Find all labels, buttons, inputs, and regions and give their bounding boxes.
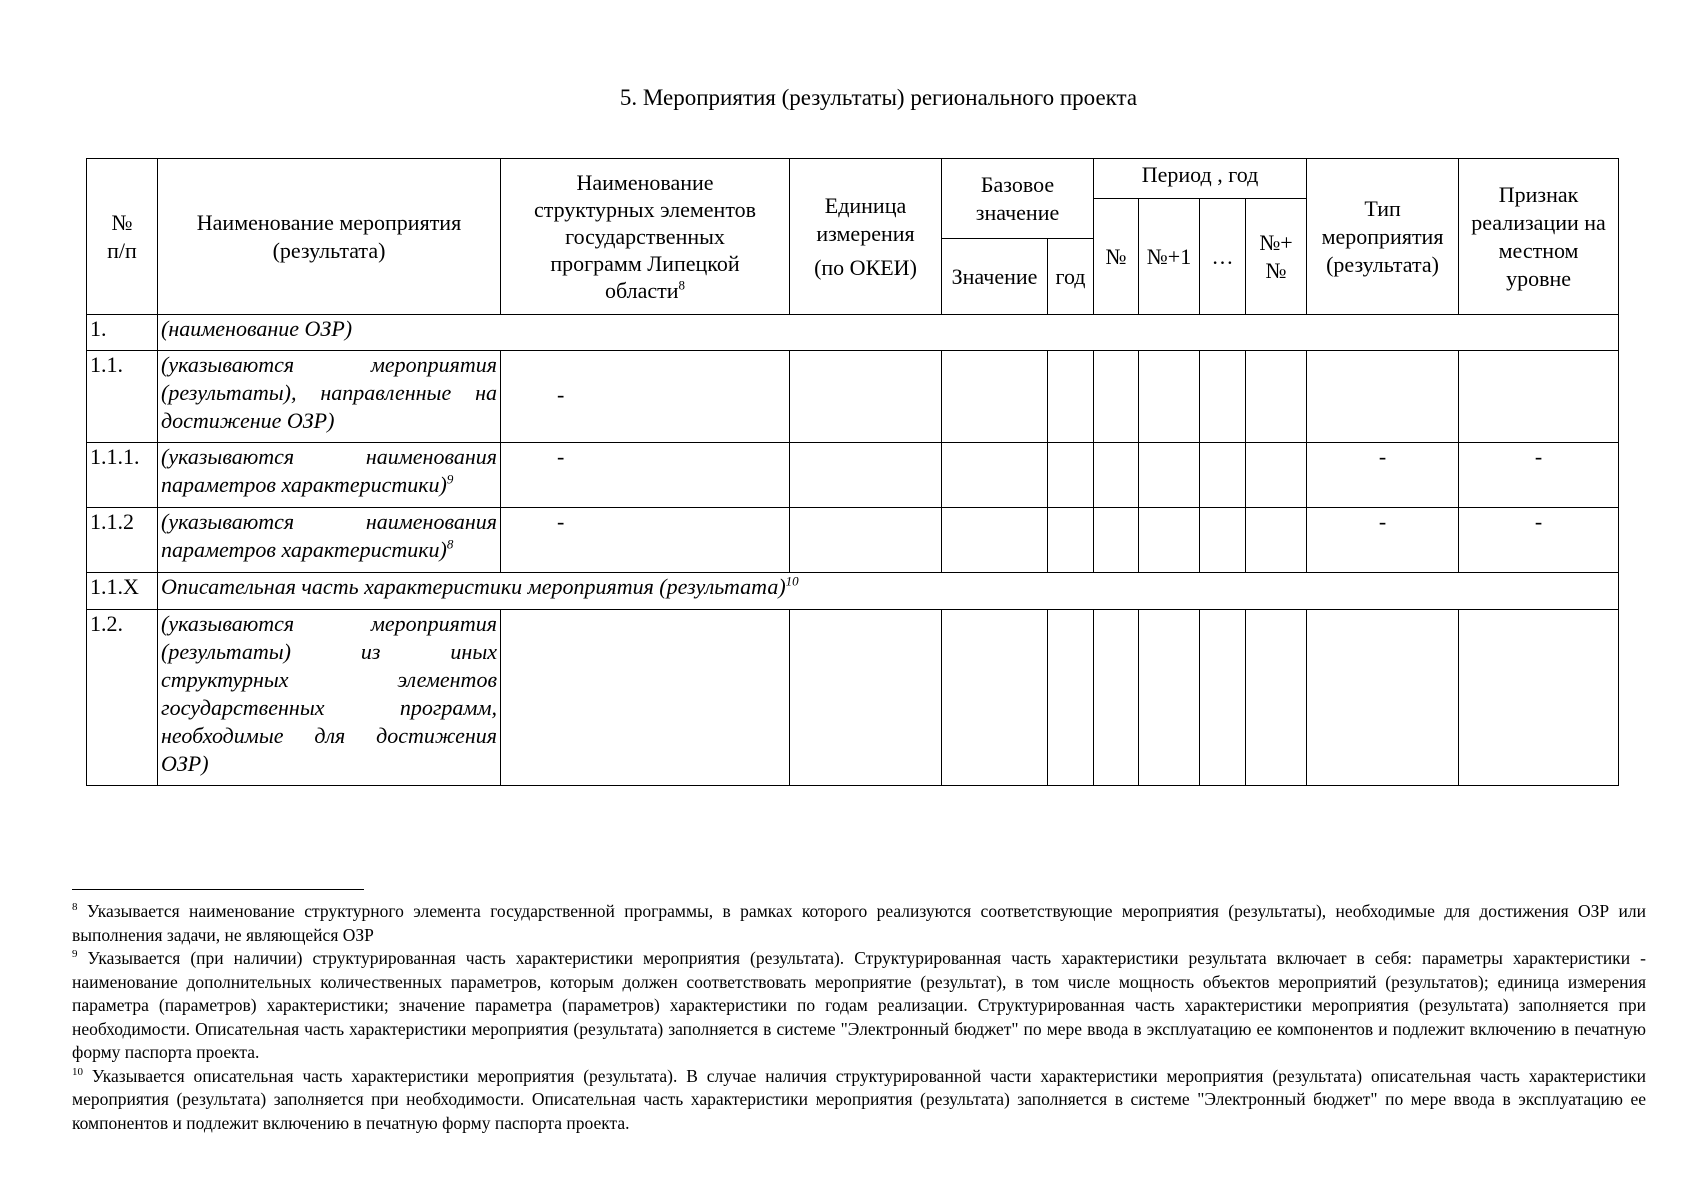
row-text: (указываются наименования параметров характеристики)$^9$ bbox=[158, 443, 501, 508]
header-period-nn: №+ № bbox=[1246, 199, 1307, 315]
table-row bbox=[87, 443, 1619, 508]
table-row bbox=[87, 315, 1619, 351]
row-type: - bbox=[1307, 508, 1459, 573]
footnote-9: $^9$ Указывается (при наличии) структурированная часть характеристики мероприятия (результата). Структурированная часть характеристики результата включает в себя: параметры характеристики - наименование дополнительных количественных параметров, которым должен соответствовать мероприятие (результат), в том числе мощность объектов мероприятий (результатов); единица измерения параметра (параметров) характеристики; значение параметра (параметров) характеристики по годам реализации. Структурированная часть характеристики мероприятия (результата) заполняется при необходимости. Описательная часть характеристики мероприятия (результата) заполняется в системе "Электронный бюджет" по мере ввода в эксплуатацию ее компонентов и подлежит включению в печатную форму паспорта проекта. bbox=[72, 948, 1646, 1062]
header-type: Тип мероприятия (результата) bbox=[1307, 159, 1459, 315]
row-sign: - bbox=[1459, 508, 1619, 573]
table-row bbox=[87, 610, 1619, 786]
row-num: 1.2. bbox=[87, 610, 158, 786]
page-title: 5. Мероприятия (результаты) регионального проекта bbox=[619, 85, 1138, 110]
footnote-8: $^8$ Указывается наименование структурного элемента государственной программы, в рамках которого реализуются соответствующие мероприятия (результаты), необходимые для достижения ОЗР или выполнения задачи, не являющейся ОЗР bbox=[72, 901, 1646, 945]
row-text: (указываются мероприятия (результаты) из иных структурных элементов государственных программ, необходимые для достижения ОЗР) bbox=[158, 610, 501, 786]
row-struct: - bbox=[501, 443, 790, 508]
row-struct: - bbox=[501, 508, 790, 573]
table-row bbox=[87, 573, 1619, 610]
header-period-dots: … bbox=[1200, 199, 1246, 315]
header-base-value: Значение bbox=[942, 239, 1048, 315]
header-base-year: год bbox=[1048, 239, 1094, 315]
header-sign: Признак реализации на местном уровне bbox=[1459, 159, 1619, 315]
header-period-n1: №+1 bbox=[1139, 199, 1200, 315]
footnote-10: $^{10}$ Указывается описательная часть характеристики мероприятия (результата). В случае наличия структурированной части характеристики мероприятия (результата) описательная часть характеристики мероприятия (результата) заполняется при необходимости. Описательная часть характеристики мероприятия (результата) заполняется в системе "Электронный бюджет" по мере ввода в эксплуатацию ее компонентов и подлежит включению в печатную форму паспорта проекта. bbox=[72, 1065, 1646, 1133]
row-num: 1.1.X bbox=[87, 573, 158, 610]
row-num: 1.1.1. bbox=[87, 443, 158, 508]
results-table bbox=[86, 158, 1619, 786]
header-name: Наименование мероприятия (результата) bbox=[158, 159, 501, 315]
header-period: Период , год bbox=[1094, 159, 1307, 199]
row-text: Описательная часть характеристики мероприятия (результата)$^{10}$ bbox=[158, 573, 1619, 610]
row-text: (указываются наименования параметров характеристики)$^8$ bbox=[158, 508, 501, 573]
row-type: - bbox=[1307, 443, 1459, 508]
header-base: Базовое значение bbox=[942, 159, 1094, 239]
footnote-divider bbox=[72, 889, 364, 890]
header-num: № п/п bbox=[87, 159, 158, 315]
row-num: 1. bbox=[87, 315, 158, 351]
row-text: (наименование ОЗР) bbox=[158, 315, 1619, 351]
table-row bbox=[87, 508, 1619, 573]
header-struct: Наименование структурных элементов государственных программ Липецкой области$^8$ bbox=[501, 159, 790, 315]
row-num: 1.1. bbox=[87, 351, 158, 443]
row-sign: - bbox=[1459, 443, 1619, 508]
table-row bbox=[87, 351, 1619, 443]
row-num: 1.1.2 bbox=[87, 508, 158, 573]
row-struct: - bbox=[501, 351, 790, 443]
header-unit: Единица измерения (по ОКЕИ) bbox=[790, 159, 942, 315]
row-text: (указываются мероприятия (результаты), направленные на достижение ОЗР) bbox=[158, 351, 501, 443]
header-period-n: № bbox=[1094, 199, 1139, 315]
footnotes bbox=[72, 900, 1646, 1135]
